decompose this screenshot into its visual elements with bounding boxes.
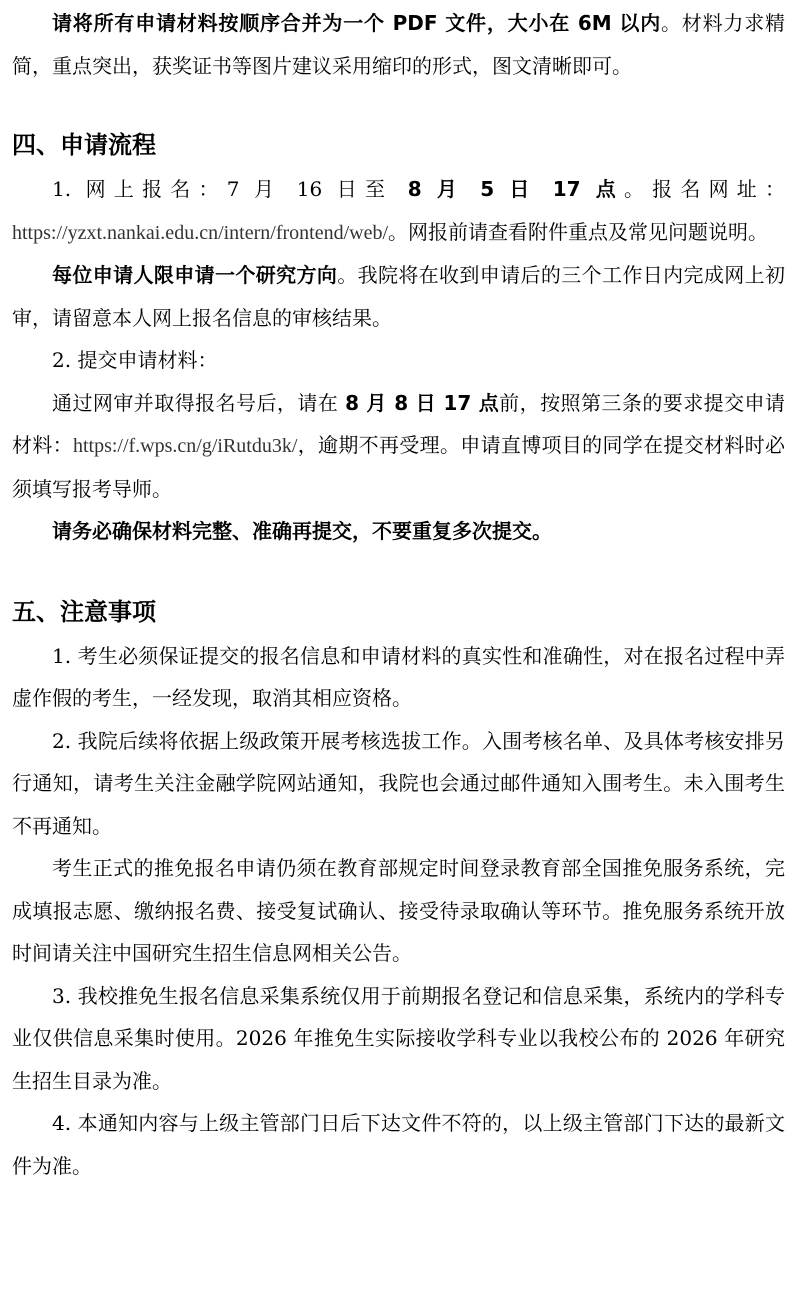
section-4-heading: 四、申请流程	[12, 131, 156, 159]
item-1-suffix: 。网报前请查看附件重点及常见问题说明。	[388, 219, 769, 244]
intro-paragraph-block	[12, 0, 785, 87]
section-4-limit-paragraph	[12, 254, 785, 339]
registration-deadline: 8 月 5 日 17 点	[407, 177, 624, 201]
limit-rest-text: 。我院将在收到申请后的三个工作日内完成网上初审，请留意本人网上报名信息的审核结果。	[12, 263, 786, 330]
limit-bold-text: 每位申请人限申请一个研究方向	[52, 263, 338, 287]
item-2-prefix: 通过网审并取得报名号后，请在	[52, 390, 346, 415]
section-5-item-2: 2. 我院后续将依据上级政策开展考核选拔工作。入围考核名单、及具体考核安排另行通知，请考生关注金融学院网站通知，我院也会通过邮件通知入围考生。未入围考生不再通知。	[12, 728, 785, 838]
registration-url-link[interactable]: https://yzxt.nankai.edu.cn/intern/frontend/web/	[12, 221, 389, 244]
section-4-item-2-body	[12, 382, 785, 511]
spacer	[12, 87, 785, 122]
spacer	[12, 553, 785, 589]
item-2-mid: 前，按照第三条的要求提交申请材料：	[12, 390, 786, 457]
item-1-prefix: 1. 网上报名：7 月 16 日至	[52, 177, 408, 201]
section-4-item-1	[12, 168, 785, 254]
section-5-item-4: 4. 本通知内容与上级主管部门日后下达文件不符的，以上级主管部门下达的最新文件为准。	[12, 1111, 785, 1178]
section-4-warning: 请务必确保材料完整、准确再提交，不要重复多次提交。	[52, 519, 552, 543]
intro-rest-text: 。材料力求精简，重点突出，获奖证书等图片建议采用缩印的形式，图文清晰即可。	[12, 11, 786, 78]
section-4-item-2-label: 2. 提交申请材料：	[52, 348, 218, 372]
section-5-item-1: 1. 考生必须保证提交的报名信息和申请材料的真实性和准确性，对在报名过程中弄虚作假的考生，一经发现，取消其相应资格。	[12, 643, 785, 710]
intro-paragraph	[12, 2, 785, 87]
section-5-note: 考生正式的推免报名申请仍须在教育部规定时间登录教育部全国推免服务系统，完成填报志愿、缴纳报名费、接受复试确认、接受待录取确认等环节。推免服务系统开放时间请关注中国研究生招生信息网相关公告。	[12, 856, 785, 965]
section-5-item-3: 3. 我校推免生报名信息采集系统仅用于前期报名登记和信息采集，系统内的学科专业仅供信息采集时使用。2026 年推免生实际接收学科专业以我校公布的 2026 年研究生招生目录为准。	[12, 983, 785, 1093]
submission-deadline: 8 月 8 日 17 点	[345, 390, 500, 415]
item-2-suffix: ，逾期不再受理。申请直博项目的同学在提交材料时必须填写报考导师。	[12, 433, 786, 501]
item-1-mid: 。报名网址：	[623, 177, 786, 201]
submission-url-link[interactable]: https://f.wps.cn/g/iRutdu3k/	[72, 435, 298, 457]
intro-bold-text: 请将所有申请材料按顺序合并为一个 PDF 文件，大小在 6M 以内	[52, 11, 661, 35]
section-5-heading: 五、注意事项	[12, 597, 156, 626]
